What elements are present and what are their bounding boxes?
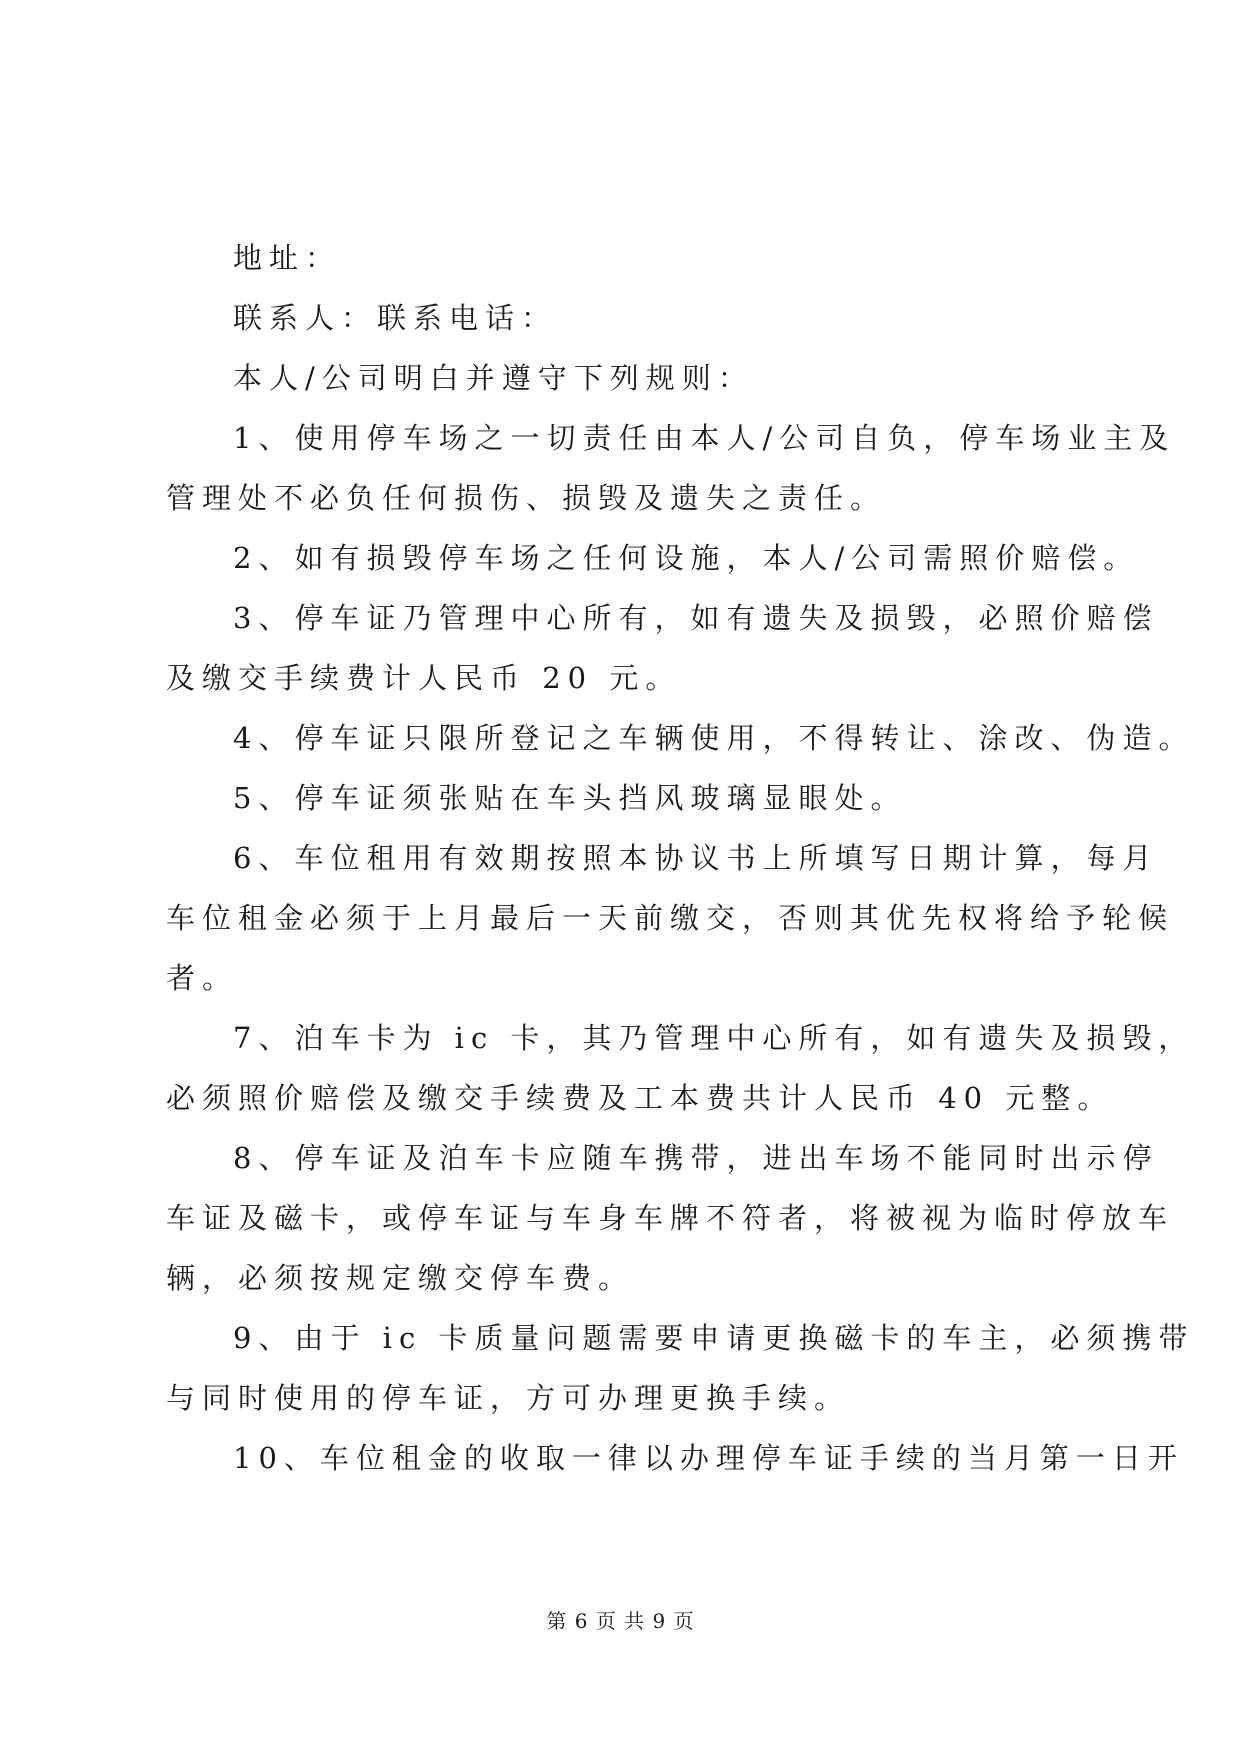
text-line: 1、使用停车场之一切责任由本人/公司自负，停车场业主及 xyxy=(233,421,1176,455)
text-line: 2、如有损毁停车场之任何设施，本人/公司需照价赔偿。 xyxy=(233,541,1140,575)
text-line: 必须照价赔偿及缴交手续费及工本费共计人民币 40 元整。 xyxy=(166,1081,1114,1115)
text-line: 5、停车证须张贴在车头挡风玻璃显眼处。 xyxy=(233,781,907,815)
text-line: 3、停车证乃管理中心所有，如有遗失及损毁，必照价赔偿 xyxy=(233,601,1159,635)
text-line: 车证及磁卡，或停车证与车身车牌不符者，将被视为临时停放车 xyxy=(166,1201,1175,1235)
text-line: 联系人：联系电话： xyxy=(233,301,558,335)
text-line: 9、由于 ic 卡质量问题需要申请更换磁卡的车主，必须携带 xyxy=(233,1321,1195,1355)
text-line: 地址： xyxy=(233,241,342,275)
text-line: 辆，必须按规定缴交停车费。 xyxy=(166,1261,635,1295)
text-line: 者。 xyxy=(166,961,239,995)
text-line: 本人/公司明白并遵守下列规则： xyxy=(233,361,754,395)
page-number-footer: 第 6 页 共 9 页 xyxy=(546,1609,695,1633)
text-line: 6、车位租用有效期按照本协议书上所填写日期计算，每月 xyxy=(233,841,1159,875)
text-line: 7、泊车卡为 ic 卡，其乃管理中心所有，如有遗失及损毁， xyxy=(233,1021,1195,1055)
text-line: 及缴交手续费计人民币 20 元。 xyxy=(166,661,682,695)
text-line: 与同时使用的停车证，方可办理更换手续。 xyxy=(166,1381,851,1415)
text-line: 车位租金必须于上月最后一天前缴交，否则其优先权将给予轮候 xyxy=(166,901,1175,935)
text-line: 10、车位租金的收取一律以办理停车证手续的当月第一日开 xyxy=(233,1441,1184,1475)
text-line: 管理处不必负任何损伤、损毁及遗失之责任。 xyxy=(166,481,887,515)
document-body xyxy=(166,228,1195,1488)
text-line: 8、停车证及泊车卡应随车携带，进出车场不能同时出示停 xyxy=(233,1141,1159,1175)
text-line: 4、停车证只限所登记之车辆使用，不得转让、涂改、伪造。 xyxy=(233,721,1195,755)
